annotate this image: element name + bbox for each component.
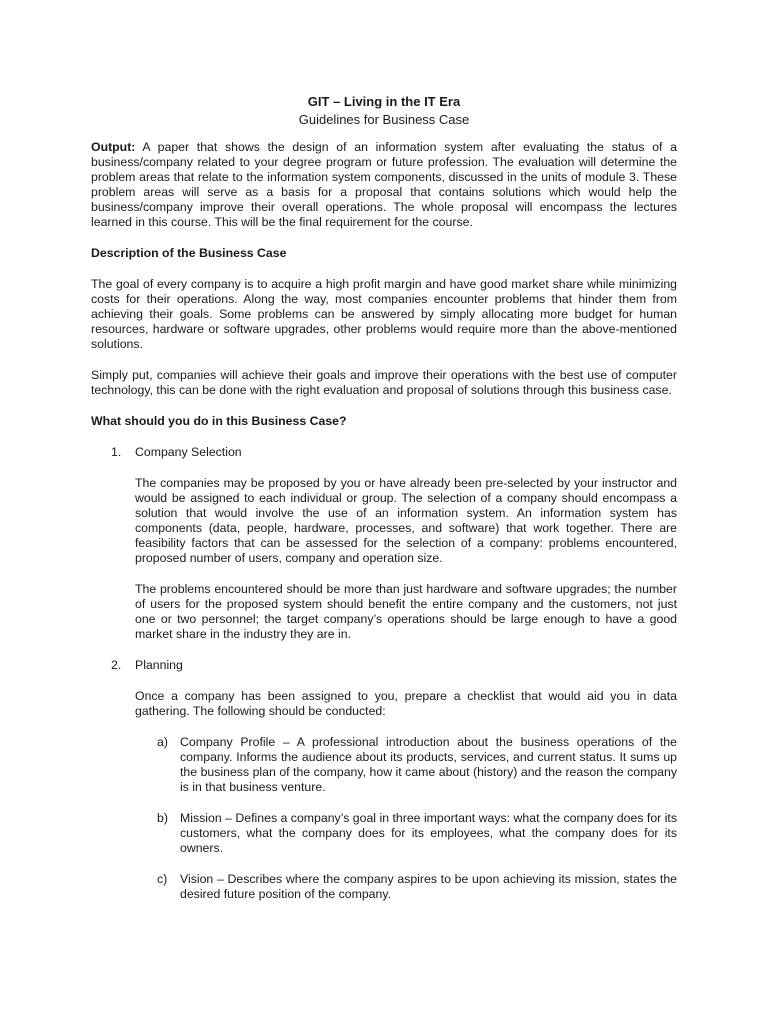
list-item-title: Planning [135,658,183,672]
output-label: Output: [91,140,136,154]
description-paragraph-2: Simply put, companies will achieve their goals and improve their operations with the best use of computer technology, this can be done with the right evaluation and proposal of solutions through this business case. [91,368,677,397]
list-item-number: 1. [111,445,122,459]
planning-paragraph-1: Once a company has been assigned to you, prepare a checklist that would aid you in data gathering. The following should be conducted: [135,689,677,718]
checklist-item-label: b) [157,811,168,825]
planning-checklist [135,735,677,902]
checklist-item-label: a) [157,735,168,749]
list-item-planning [91,658,677,673]
document-body [91,94,677,902]
company-selection-paragraph-1: The companies may be proposed by you or have already been pre-selected by your instructor and would be assigned to each individual or group. The selection of a company should encompass a solution that would involve the use of an information system. An information system has components (data, people, hardware, processes, and software) that work together. There are feasibility factors that can be assessed for the selection of a company: problems encountered, proposed number of users, company and operation size. [135,476,677,565]
what-heading: What should you do in this Business Case? [91,414,347,428]
checklist-item-text: Mission – Defines a company’s goal in three important ways: what the company does for its customers, what the company does for its employees, what the company does for its owners. [180,811,677,855]
checklist-item-mission [135,811,677,856]
checklist-item-text: Vision – Describes where the company aspires to be upon achieving its mission, states the desired future position of the company. [180,872,677,901]
output-text: A paper that shows the design of an information system after evaluating the status of a business/company related to your degree program or future profession. The evaluation will determine the problem areas that relate to the information system components, discussed in the units of module 3. These problem areas will serve as a basis for a proposal that contains solutions which would help the business/company improve their overall operations. The whole proposal will encompass the lectures learned in this course. This will be the final requirement for the course. [91,140,677,229]
description-heading: Description of the Business Case [91,246,287,260]
checklist-item-vision [135,872,677,902]
output-paragraph [91,140,677,230]
company-selection-paragraph-2: The problems encountered should be more than just hardware and software upgrades; the number of users for the proposed system should benefit the entire company and the customers, not just one or two personnel; the target company’s operations should be large enough to have a good market share in the industry they are in. [135,582,677,641]
list-item-title: Company Selection [135,445,242,459]
document-title: GIT – Living in the IT Era [307,94,461,109]
document-subtitle: Guidelines for Business Case [298,112,470,127]
checklist-item-text: Company Profile – A professional introduction about the business operations of the company. Informs the audience about its products, services, and current status. It sums up the business plan of the company, how it came about (history) and the reason the company is in that business venture. [180,735,677,794]
list-item-company-selection [91,445,677,460]
description-paragraph-1: The goal of every company is to acquire a high profit margin and have good market share while minimizing costs for their operations. Along the way, most companies encounter problems that hinder them from achieving their goals. Some problems can be answered by simply allocating more budget for human resources, hardware or software upgrades, other problems would require more than the above-mentioned solutions. [91,277,677,351]
checklist-item-label: c) [157,872,168,886]
checklist-item-company-profile [135,735,677,795]
list-item-number: 2. [111,658,122,672]
